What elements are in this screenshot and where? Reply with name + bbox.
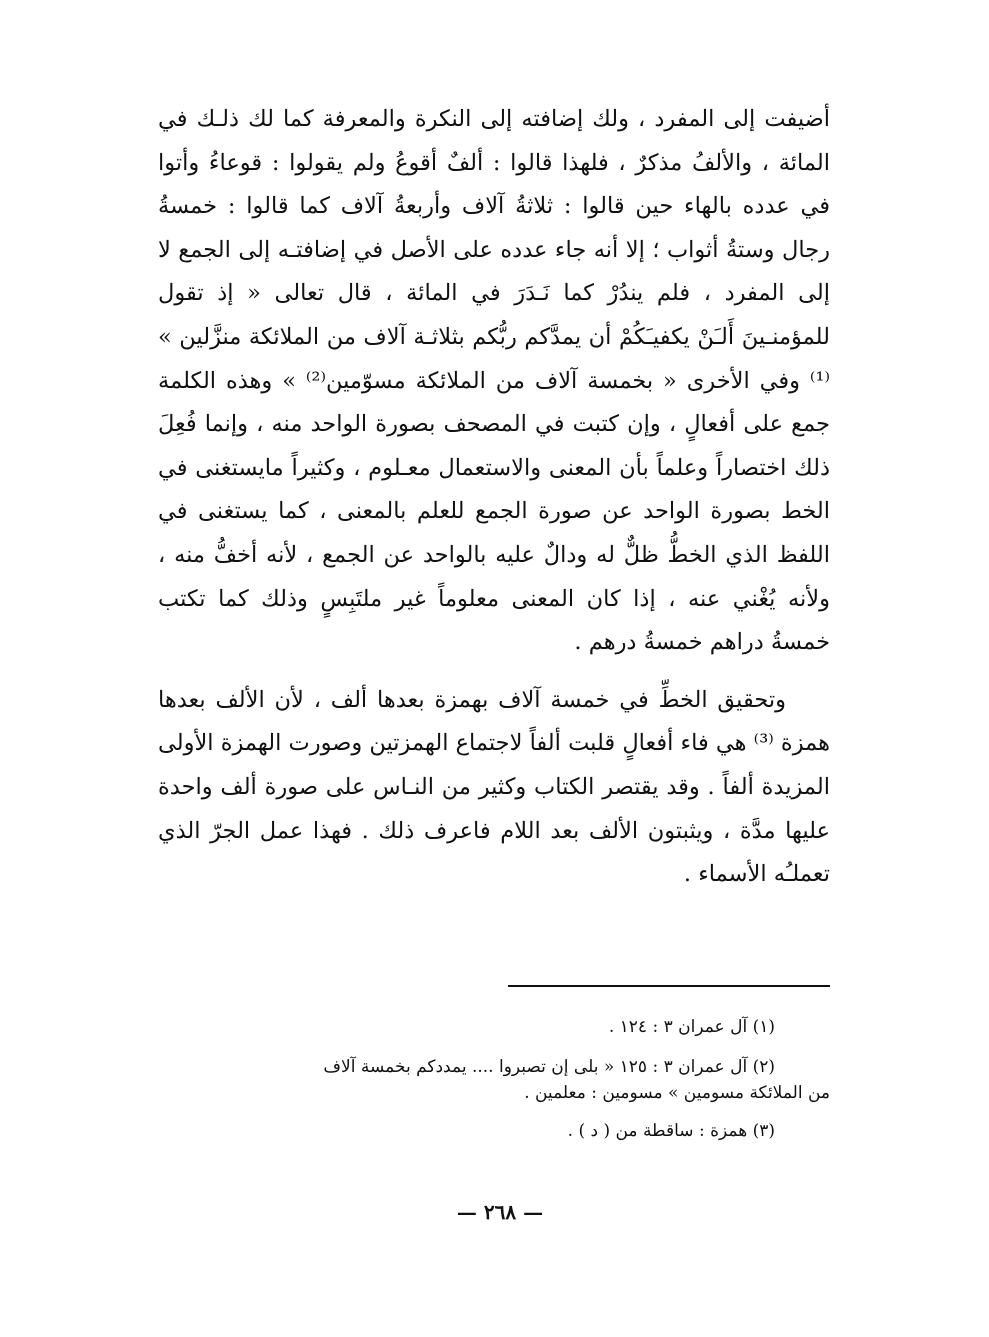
paragraph-1: أضيفت إلى المفرد ، ولك إضافته إلى النكرة والمعرفة كما لك ذلـك في المائة ، والألفُ مذكرٌ ، فلهذا قالوا : ألفٌ أقوعُ ولم يقولوا : قوعاءُ وأتوا في عدده بالهاء حين قالوا : ثلاثةُ آلاف وأربعةُ آلاف كما قالوا : خمسةُ رجال وستةُ أثواب ؛ إلا أنه جاء عدده على الأصل في إضافتـه إلى الجمع لا إلى المفرد ، فلم يندُرْ كما نَـدَرَ في المائة ، قال تعالى « إذ تقول للمؤمنـينَ أَلـَنْ يكفيـَكُمْ أن يمدَّكم ربُّكم بثلاثـة آلاف من الملائكة منزَّلين » ⁽¹⁾ وفي الأخرى « بخمسة آلاف من الملائكة مسوّمين⁽²⁾ » وهذه الكلمة جمع على أفعالٍ ، وإن كتبت في المصحف بصورة الواحد منه ، وإنما فُعِلَ ذلك اختصاراً وعلماً بأن المعنى والاستعمال معـلوم ، وكثيراً مايستغنى في الخط بصورة الواحد عن صورة الجمع للعلم بالمعنى ، كما يستغنى في اللفظ الذي الخطُّ ظلٌّ له ودالٌ عليه بالواحد عن الجمع ، لأنه أخفُّ منه ، ولأنه يُغْني عنه ، إذا كان المعنى معلوماً غير ملتَبِسٍ وذلك كما تكتب خمسةُ دراهم خمسةُ درهم .	[158, 106, 830, 656]
footnote-2-line-1: (٢) آل عمران ٣ : ١٢٥ « بلى إن تصبروا .... يمددكم بخمسة آلاف	[323, 1057, 775, 1077]
footnote-separator	[508, 985, 830, 987]
footnote-2	[150, 1046, 830, 1106]
footnote-2-line-2: من الملائكة مسومين » مسومين : معلمين .	[524, 1083, 830, 1103]
footnote-3: (٣) همزة : ساقطة من ( د ) .	[567, 1121, 775, 1141]
paragraph-2: وتحقيق الخطِّ في خمسة آلاف بهمزة بعدها ألف ، لأن الألف بعدها همزة ⁽³⁾ هي فاء أفعالٍ قلبت ألفاً لاجتماع الهمزتين وصورت الهمزة الأولى المزيدة ألفاً . وقد يقتصر الكتاب وكثير من النـاس على صورة ألف واحدة عليها مدَّة ، ويثبتون الألف بعد اللام فاعرف ذلك . فهذا عمل الجرّ الذي تعملـُه الأسماء .	[158, 686, 830, 888]
footnote-1: (١) آل عمران ٣ : ١٢٤ .	[608, 1017, 775, 1037]
page-number: — ٢٦٨ —	[456, 1200, 544, 1224]
footnotes	[150, 1008, 830, 1150]
main-text	[158, 98, 830, 897]
